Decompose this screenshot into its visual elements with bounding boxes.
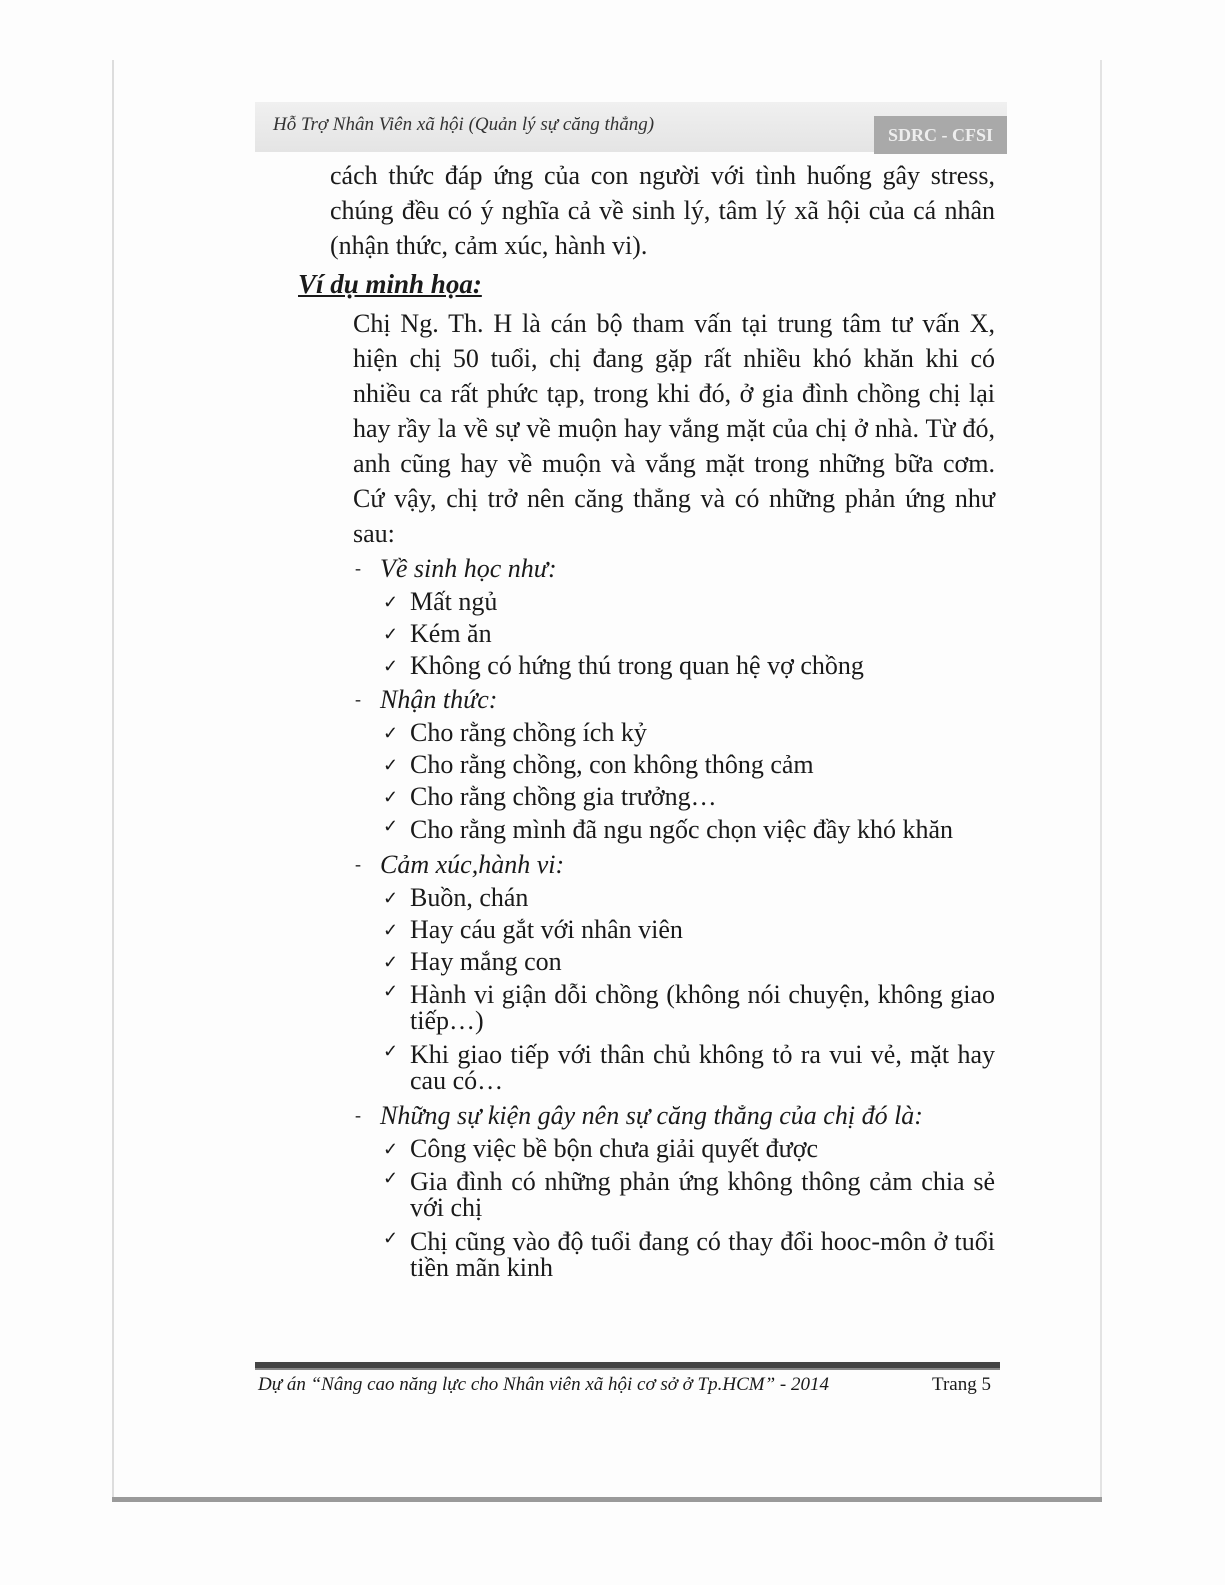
check-icon: ✓	[383, 1041, 399, 1061]
check-icon: ✓	[383, 816, 399, 836]
check-icon: ✓	[383, 1139, 399, 1159]
list-item-text: Mất ngủ	[410, 587, 498, 616]
list-item	[383, 781, 995, 813]
page-header	[255, 102, 1007, 152]
check-icon: ✓	[383, 920, 399, 940]
intro-paragraph: cách thức đáp ứng của con người với tình huống gây stress, chúng đều có ý nghĩa cả về sinh lý, tâm lý xã hội của cá nhân (nhận thức, cảm xúc, hành vi).	[330, 161, 995, 260]
section-heading: Ví dụ minh họa:	[298, 269, 482, 299]
footer-divider	[255, 1362, 1000, 1370]
bullet-section	[355, 551, 995, 682]
bullet-section	[355, 847, 995, 1098]
check-icon: ✓	[383, 624, 399, 644]
bullet-list	[355, 1133, 995, 1285]
list-item	[383, 1165, 995, 1225]
list-item-text: Cho rằng chồng, con không thông cảm	[410, 750, 814, 779]
list-item	[383, 978, 995, 1038]
list-item-text: Buồn, chán	[410, 883, 529, 912]
list-item-text: Hay mắng con	[410, 947, 562, 976]
section-label	[355, 847, 995, 882]
section-label-text: Nhận thức:	[380, 685, 498, 714]
check-icon: ✓	[383, 1228, 399, 1248]
section-label	[355, 1098, 995, 1133]
section-label	[355, 682, 995, 717]
list-item-text: Không có hứng thú trong quan hệ vợ chồng	[410, 651, 864, 680]
check-icon: ✓	[383, 656, 399, 676]
list-item	[383, 618, 995, 650]
section-label-text: Những sự kiện gây nên sự căng thẳng của chị đó là:	[380, 1101, 923, 1130]
list-item-text: Kém ăn	[410, 619, 492, 648]
bullet-list	[355, 882, 995, 1098]
page-edge	[1100, 60, 1102, 1500]
list-item-text: Chị cũng vào độ tuổi đang có thay đổi hooc-môn ở tuổi tiền mãn kinh	[410, 1227, 995, 1282]
page-body	[298, 158, 995, 1285]
list-item-text: Khi giao tiếp với thân chủ không tỏ ra vui vẻ, mặt hay cau có…	[410, 1040, 995, 1095]
dash-icon: -	[355, 558, 361, 578]
list-item-text: Hành vi giận dỗi chồng (không nói chuyện, không giao tiếp…)	[410, 980, 995, 1035]
section-label-text: Về sinh học như:	[380, 554, 557, 583]
footer-project: Dự án “Nâng cao năng lực cho Nhân viên xã hội cơ sở ở Tp.HCM” - 2014	[258, 1374, 829, 1395]
list-item	[383, 749, 995, 781]
bullet-section	[355, 1098, 995, 1285]
bullet-section	[355, 682, 995, 847]
dash-icon: -	[355, 854, 361, 874]
section-label	[355, 551, 995, 586]
list-item-text: Cho rằng mình đã ngu ngốc chọn việc đầy khó khăn	[410, 815, 953, 844]
dash-icon: -	[355, 1105, 361, 1125]
list-item	[383, 1225, 995, 1285]
page-edge	[112, 1497, 1102, 1502]
bullet-list	[355, 717, 995, 847]
check-icon: ✓	[383, 1168, 399, 1188]
check-icon: ✓	[383, 888, 399, 908]
list-item	[383, 813, 995, 847]
list-item-text: Gia đình có những phản ứng không thông cảm chia sẻ với chị	[410, 1167, 995, 1222]
list-item	[383, 882, 995, 914]
list-item-text: Hay cáu gắt với nhân viên	[410, 915, 683, 944]
check-icon: ✓	[383, 981, 399, 1001]
list-item	[383, 1133, 995, 1165]
list-item	[383, 914, 995, 946]
list-item	[383, 1038, 995, 1098]
header-badge: SDRC - CFSI	[874, 116, 1007, 154]
list-item-text: Cho rằng chồng gia trưởng…	[410, 782, 717, 811]
check-icon: ✓	[383, 787, 399, 807]
list-item-text: Công việc bề bộn chưa giải quyết được	[410, 1134, 818, 1163]
page-number: Trang 5	[932, 1374, 991, 1395]
list-item	[383, 650, 995, 682]
list-item-text: Cho rằng chồng ích kỷ	[410, 718, 647, 747]
check-icon: ✓	[383, 723, 399, 743]
page-edge	[112, 60, 114, 1500]
example-paragraph: Chị Ng. Th. H là cán bộ tham vấn tại trung tâm tư vấn X, hiện chị 50 tuổi, chị đang gặp rất nhiều khó khăn khi có nhiều ca rất phức tạp, trong khi đó, ở gia đình chồng chị lại hay rầy la về sự về muộn hay vắng mặt của chị ở nhà. Từ đó, anh cũng hay về muộn và vắng mặt trong những bữa cơm. Cứ vậy, chị trở nên căng thẳng và có những phản ứng như sau:	[353, 309, 995, 548]
check-icon: ✓	[383, 755, 399, 775]
section-label-text: Cảm xúc,hành vi:	[380, 850, 565, 879]
check-icon: ✓	[383, 592, 399, 612]
dash-icon: -	[355, 689, 361, 709]
bullet-list	[355, 586, 995, 682]
list-item	[383, 717, 995, 749]
check-icon: ✓	[383, 952, 399, 972]
header-title: Hỗ Trợ Nhân Viên xã hội (Quản lý sự căng thẳng)	[273, 114, 655, 135]
list-item	[383, 946, 995, 978]
list-item	[383, 586, 995, 618]
